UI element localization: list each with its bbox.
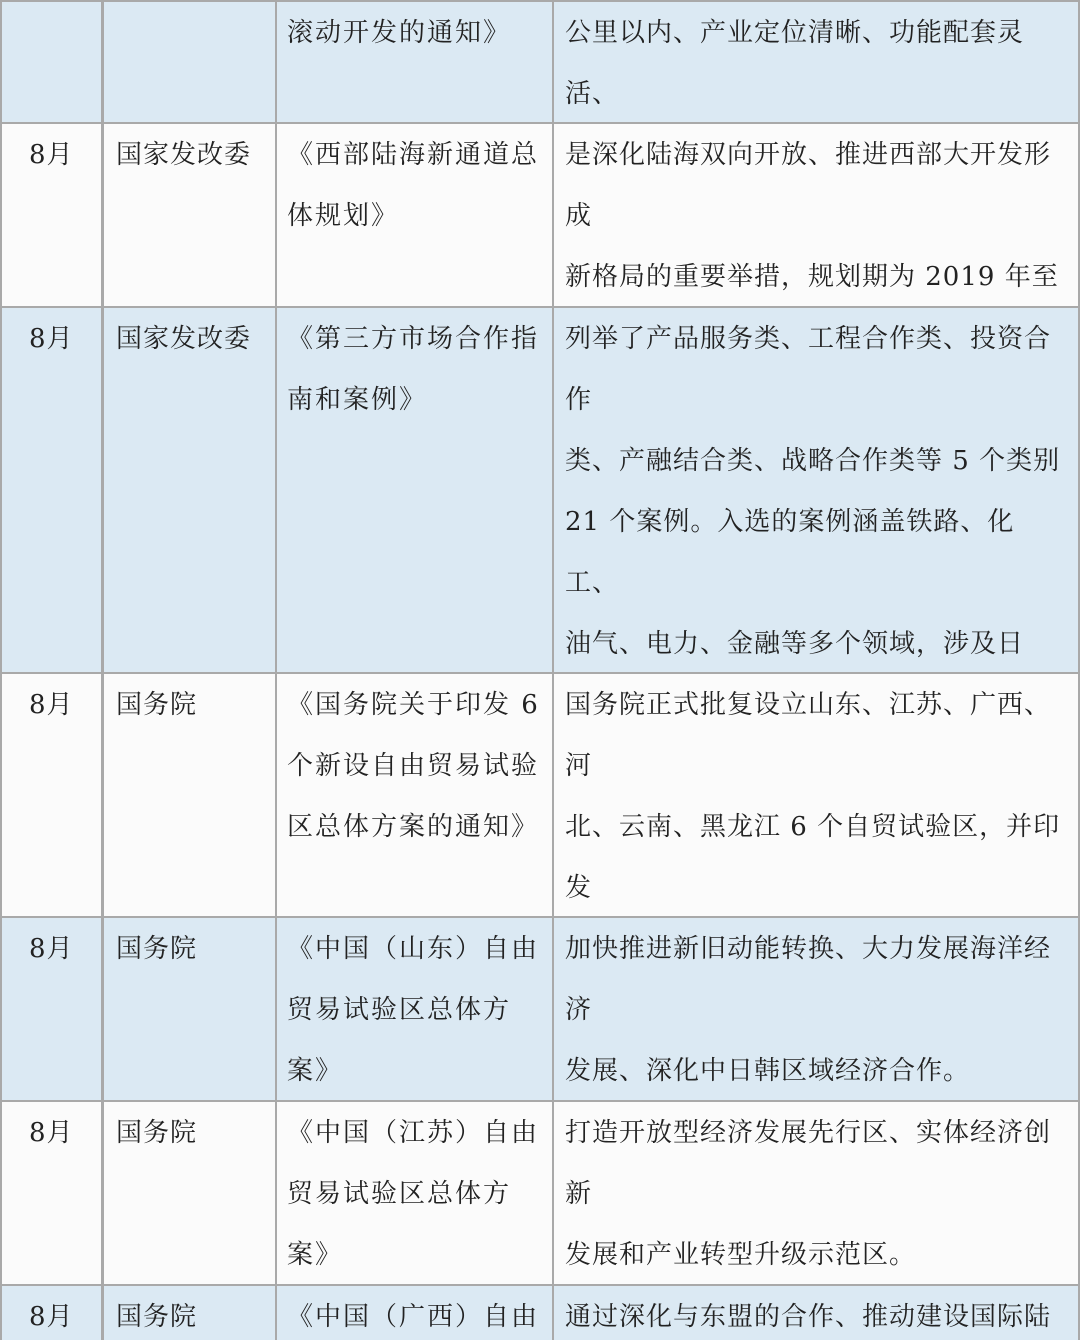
summary-text: 列举了产品服务类、工程合作类、投资合作 类、产融结合类、战略合作类等 5 个类别 21 个案例。入选的案例涵盖铁路、化工、 油气、电力、金融等多个领域，涉及日	[565, 324, 1061, 659]
table-row	[0, 918, 1080, 1100]
summary-cell	[554, 674, 1078, 916]
agency-cell	[104, 308, 275, 672]
table-row	[0, 308, 1080, 672]
table-row	[0, 1286, 1080, 1340]
document-cell	[277, 918, 552, 1100]
month-cell	[2, 124, 101, 306]
document-text: 《中国（广西）自由	[287, 1302, 540, 1332]
month-cell	[2, 674, 101, 916]
agency-text: 国务院	[116, 1302, 198, 1332]
document-text: 《西部陆海新通道总 体规划》	[287, 140, 540, 231]
agency-cell	[104, 2, 275, 122]
month-cell	[2, 1102, 101, 1284]
month-text: 8月	[29, 140, 74, 170]
summary-text: 是深化陆海双向开放、推进西部大开发形成 新格局的重要举措，规划期为 2019 年至	[565, 140, 1059, 292]
document-cell	[277, 124, 552, 306]
document-text: 《中国（山东）自由 贸易试验区总体方 案》	[287, 934, 540, 1086]
agency-cell	[104, 918, 275, 1100]
summary-cell	[554, 918, 1078, 1100]
month-cell	[2, 1286, 101, 1340]
summary-cell	[554, 124, 1078, 306]
month-text: 8月	[29, 1118, 74, 1148]
agency-text: 国家发改委	[116, 140, 252, 170]
agency-cell	[104, 124, 275, 306]
month-text: 8月	[29, 934, 74, 964]
document-cell	[277, 674, 552, 916]
table-row	[0, 674, 1080, 916]
month-text: 8月	[29, 690, 74, 720]
document-text: 《第三方市场合作指 南和案例》	[287, 324, 540, 415]
agency-text: 国务院	[116, 690, 198, 720]
summary-text: 国务院正式批复设立山东、江苏、广西、河 北、云南、黑龙江 6 个自贸试验区，并印发	[565, 690, 1061, 903]
agency-cell	[104, 674, 275, 916]
document-cell	[277, 1102, 552, 1284]
table-row	[0, 124, 1080, 306]
document-cell	[277, 2, 552, 122]
summary-text: 加快推进新旧动能转换、大力发展海洋经济 发展、深化中日韩区域经济合作。	[565, 934, 1052, 1086]
document-text: 《中国（江苏）自由 贸易试验区总体方 案》	[287, 1118, 540, 1270]
agency-cell	[104, 1102, 275, 1284]
document-text: 《国务院关于印发 6 个新设自由贸易试验 区总体方案的通知》	[287, 690, 540, 842]
document-text: 滚动开发的通知》	[287, 18, 512, 48]
agency-text	[104, 2, 275, 3]
agency-text: 国务院	[116, 934, 198, 964]
month-cell	[2, 918, 101, 1100]
month-text	[2, 2, 101, 3]
table-row	[0, 1102, 1080, 1284]
summary-cell	[554, 1102, 1078, 1284]
agency-text: 国家发改委	[116, 324, 252, 354]
month-cell	[2, 308, 101, 672]
summary-text: 公里以内、产业定位清晰、功能配套灵活、	[565, 18, 1025, 109]
month-text: 8月	[29, 1302, 74, 1332]
summary-text: 打造开放型经济发展先行区、实体经济创新 发展和产业转型升级示范区。	[565, 1118, 1052, 1270]
summary-cell	[554, 1286, 1078, 1340]
agency-text: 国务院	[116, 1118, 198, 1148]
summary-text: 通过深化与东盟的合作、推动建设国际陆	[565, 1302, 1052, 1332]
month-text: 8月	[29, 324, 74, 354]
summary-cell	[554, 2, 1078, 122]
agency-cell	[104, 1286, 275, 1340]
table-row	[0, 2, 1080, 122]
document-cell	[277, 1286, 552, 1340]
summary-cell	[554, 308, 1078, 672]
document-cell	[277, 308, 552, 672]
month-cell	[2, 2, 101, 122]
